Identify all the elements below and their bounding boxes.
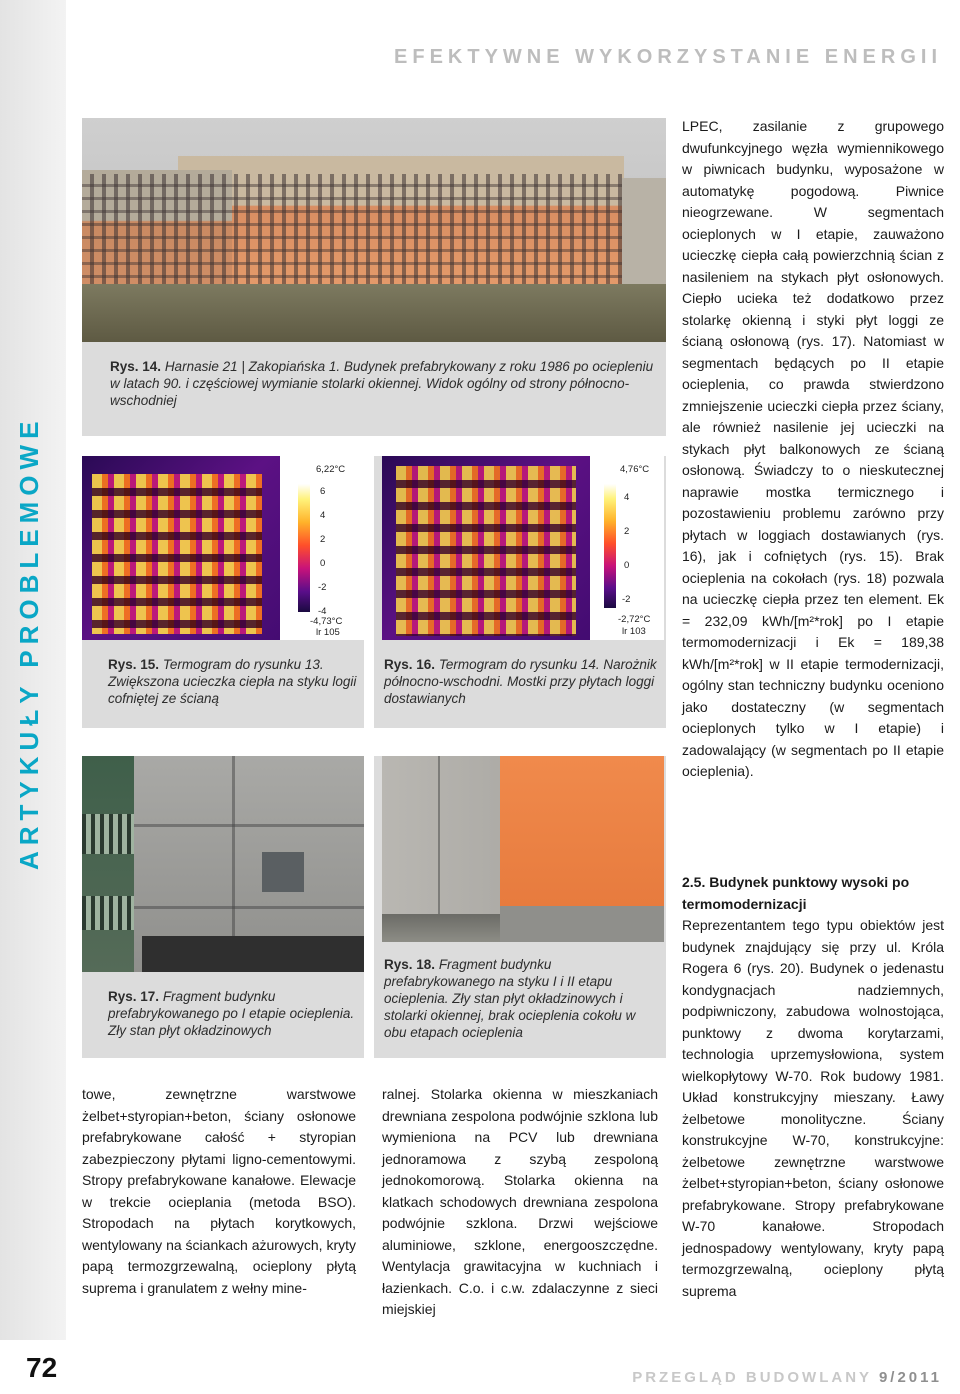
figure-17-box	[82, 756, 364, 1058]
figure-15-scale: 6,22°C 6 4 2 0 -2 -4 -4,73°C lr 105	[280, 456, 364, 640]
figure-16-thermogram	[382, 456, 664, 640]
figure-17-photo	[82, 756, 364, 972]
figure-16-caption: Rys. 16. Termogram do rysunku 14. Narożnik północno-wschodni. Mostki przy płytach loggi dostawianych	[384, 657, 657, 706]
figure-14-caption: Rys. 14. Harnasie 21 | Zakopiańska 1. Budynek prefabrykowany z roku 1986 po ociepleniu w latach 90. i częściowej wymianie stolarki okiennej. Widok ogólny od strony północno-wschodniej	[110, 359, 654, 408]
column-1-text: towe, zewnętrzne warstwowe żelbet+styropian+beton, ściany osłonowe prefabrykowane całość + styropian zabezpieczony płytami ligno-cementowymi. Stropy prefabrykowane kanałowe. Elewacje w trekcie ocieplania (metoda BSO). Stropodach na płytach korytkowych, wentylowany na ściankach ażurowych, kryty papą termozgrzewalną, ocieplony płytą suprema i granulatem z wełny mine-	[82, 1086, 356, 1296]
figure-15-thermogram	[82, 456, 364, 640]
running-header: EFEKTYWNE WYKORZYSTANIE ENERGII	[394, 46, 942, 68]
column-3-section: 2.5. Budynek punktowy wysoki po termomodernizacji Reprezentantem tego typu obiektów jest budynek znajdujący się przy ul. Króla Rogera 6 (rys. 20). Budynek o jedenastu kondygnacjach nadziemnych, podpiwniczony, zabudowa wolnostojąca, punktowy z dwoma korytarzami, technologia uprzemysłowiona, system wielkopłytowy W-70. Rok budowy 1981. Układ konstrukcyjny mieszany. Ławy żelbetowe monolityczne. Ściany konstrukcyjne W-70, konstrukcyjne: żelbetowe zewnętrzne warstwowe żelbet+styropian+beton, ściany osłonowe prefabrykowane. Stropy prefabrykowane W-70 kanałowe. Stropodach jednospadowy wentylowany, kryty papą termozgrzewalną, ocieplony płytą suprema	[682, 874, 944, 1299]
journal-footer	[632, 1369, 942, 1386]
journal-name: PRZEGLĄD BUDOWLANY	[632, 1369, 872, 1386]
figure-18-box	[374, 756, 666, 1058]
figure-14-box	[82, 118, 666, 436]
journal-issue: 9/2011	[878, 1369, 942, 1386]
section-heading: 2.5. Budynek punktowy wysoki po termomodernizacji	[682, 874, 910, 912]
figure-16-scale: 4,76°C 4 2 0 -2 -2,72°C lr 103	[590, 456, 664, 640]
page-number: 72	[26, 1352, 58, 1383]
column-2-text: ralnej. Stolarka okienna w mieszkaniach drewniana zespolona podwójnie szklona lub wymieniona na PCV lub drewniana jednoramowa z szybą zespoloną jednokomorową. Stolarka okienna na klatkach schodowych drewniana zespolona podwójnie szklona. Drzwi wejściowe aluminiowe, szklone, energooszczędne. Wentylacja grawitacyjna w kuchniach i łazienkach. C.o. i c.w. zdalaczynne z sieci miejskiej	[382, 1086, 658, 1317]
figure-15-box	[82, 456, 364, 728]
figure-16-box	[374, 456, 666, 728]
figure-15-caption: Rys. 15. Termogram do rysunku 13. Zwiększona ucieczka ciepła na styku logii cofniętej ze ścianą	[108, 657, 357, 706]
figure-18-caption: Rys. 18. Fragment budynku prefabrykowanego na styku I i II etapu ocieplenia. Zły stan płyt okładzinowych i stolarki okiennej, brak ocieplenia cokołu w obu etapach ocieplenia	[384, 957, 636, 1040]
column-3-text-top: LPEC, zasilanie z grupowego dwufunkcyjnego węzła wymiennikowego w piwnicach budynku, wyposażone w automatykę pogodową. Piwnice nieogrzewane. W segmentach ocieplonych w I etapie, zauważono ucieczkę ciepła całą powierzchnią ścian z nasileniem na stykach płyt osłonowych. Ciepło ucieka też dodatkowo przez stolarkę okienną i styki płyt loggi ze ścianą osłonową (rys. 17). Natomiast w segmentach będących po II etapie ocieplenia, co prawda stwierdzono zmniejszenie ucieczki ciepła przez ściany, ale również nasilenie jej ucieczki na stykach płyt balkonowych ze ścianą osłonową. Świadczy to o nieskutecznej naprawie mostka termicznego i pozostawieniu problemu zarówno przy płytach w loggiach dostawianych (rys. 16), jak i cofniętych (rys. 15). Brak ocieplenia na cokołach (rys. 18) pozwala na ucieczkę ciepła przez ten element. Ek = 232,09 kWh/[m²*rok] po I etapie termomodernizacji i Ek = 189,38 kWh/[m²*rok] w II etapie termodernizacji, ogólny stan techniczny budynku oceniono jako dostateczny (w segmentach ocieplonych tylko w I etapie) i zadowalający (w segmentach po II etapie ocieplenia).	[682, 118, 944, 779]
figure-18-photo	[382, 756, 664, 942]
figure-14-photo	[82, 118, 666, 342]
figure-17-caption: Rys. 17. Fragment budynku prefabrykowanego po I etapie ocieplenia. Zły stan płyt okładzinowych	[108, 989, 355, 1038]
